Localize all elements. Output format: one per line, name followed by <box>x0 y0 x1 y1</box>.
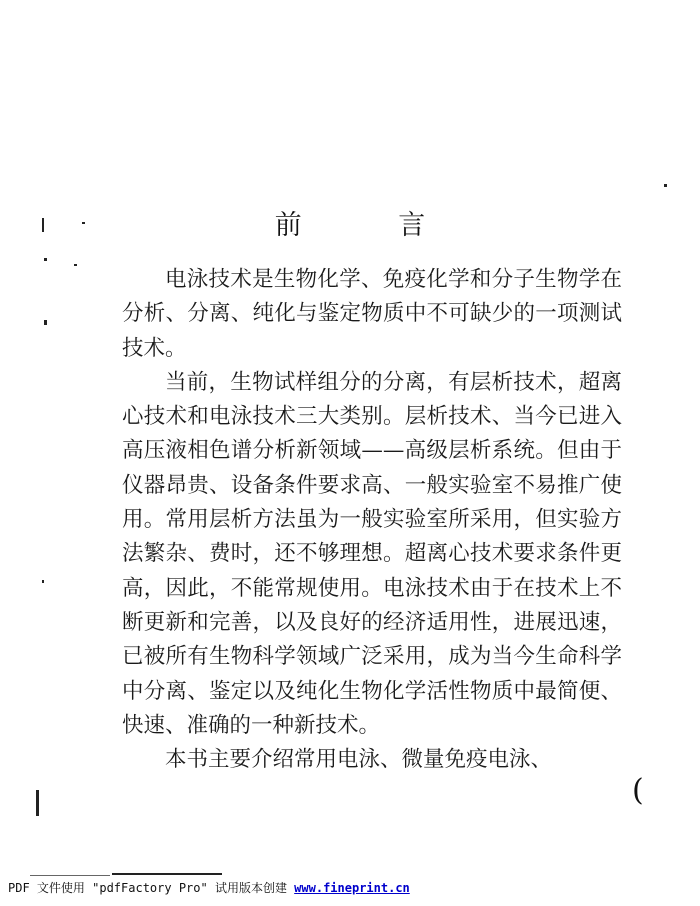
body-text <box>122 263 622 777</box>
scan-mark <box>42 580 44 583</box>
scan-mark <box>74 264 77 266</box>
scan-mark <box>44 258 47 261</box>
right-bracket-mark: ( <box>632 773 644 808</box>
paragraph-1: 电泳技术是生物化学、免疫化学和分子生物学在分析、分离、纯化与鉴定物质中不可缺少的一项测试技术。 <box>122 267 622 361</box>
scan-mark <box>42 218 44 232</box>
footer-link[interactable]: www.fineprint.cn <box>294 881 410 895</box>
page-title: 前 言 <box>274 210 470 241</box>
footer-rule-thin <box>30 875 110 876</box>
footer-text: PDF 文件使用 "pdfFactory Pro" 试用版本创建 <box>8 881 295 895</box>
paragraph-3: 本书主要介绍常用电泳、微量免疫电泳、 <box>165 747 553 773</box>
scan-mark <box>44 320 47 325</box>
scan-mark <box>82 222 85 224</box>
footer-rule <box>112 873 222 875</box>
scan-mark <box>664 184 667 187</box>
pdf-footer <box>8 879 688 896</box>
paragraph-2: 当前，生物试样组分的分离，有层析技术，超离心技术和电泳技术三大类别。层析技术、当今已进入高压液相色谱分析新领域——高级层析系统。但由于仪器昂贵、设备条件要求高、一般实验室不易推广使用。常用层析方法虽为一般实验室所采用，但实验方法繁杂、费时，还不够理想。超离心技术要求条件更高，因此，不能常规使用。电泳技术由于在技术上不断更新和完善，以及良好的经济适用性，进展迅速，已被所有生物科学领域广泛采用，成为当今生命科学中分离、鉴定以及纯化生物化学活性物质中最简便、快速、准确的一种新技术。 <box>122 369 622 738</box>
scan-mark <box>36 790 39 816</box>
